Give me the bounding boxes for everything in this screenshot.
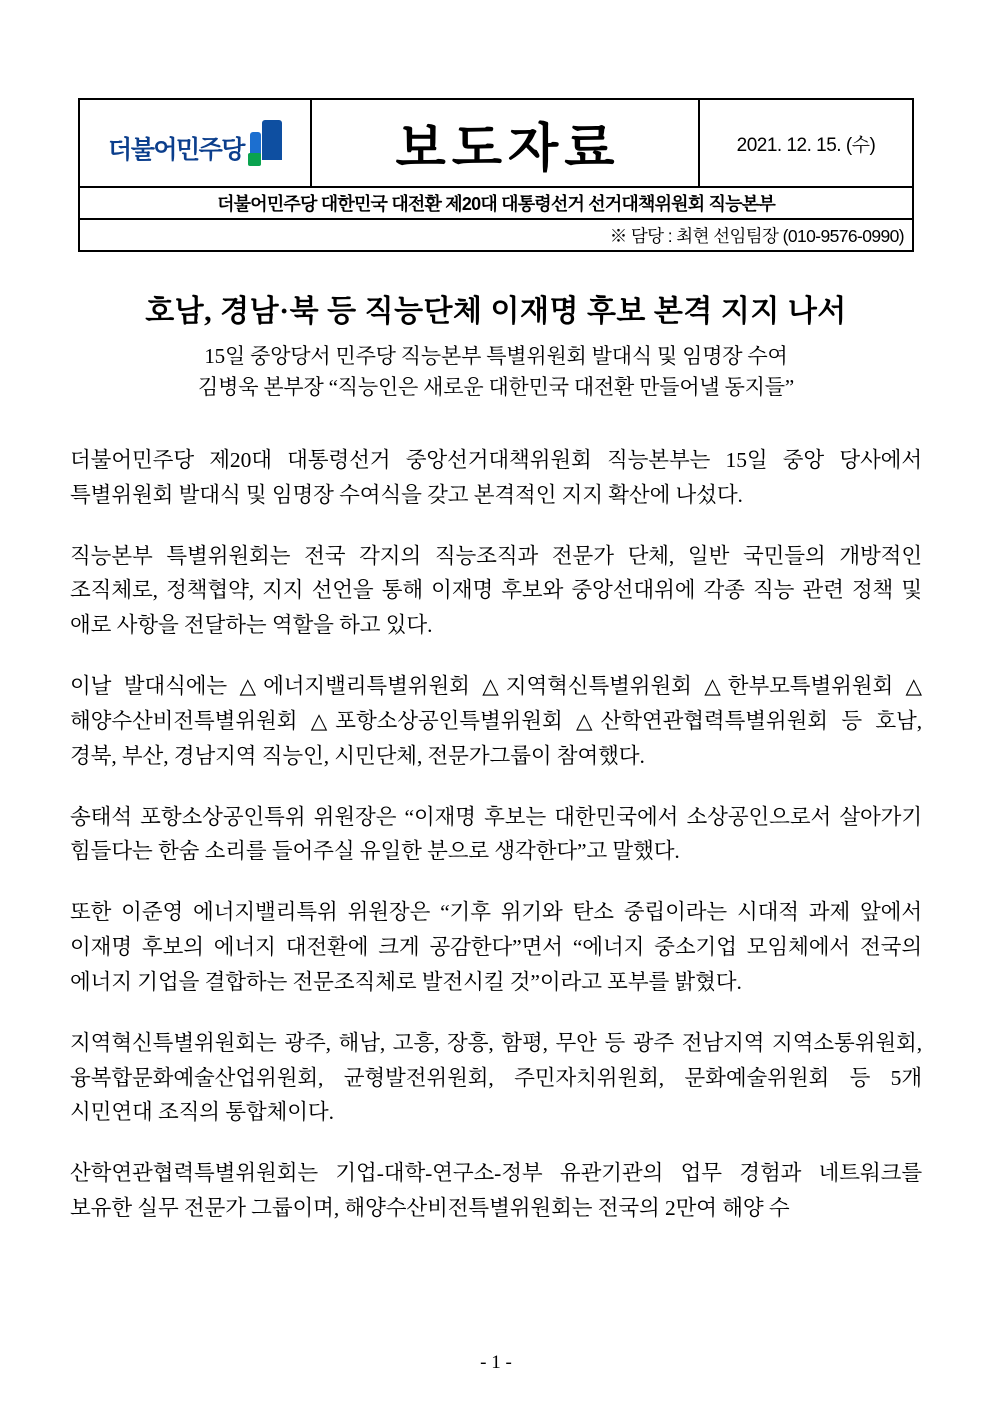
party-logo-cell: [80, 100, 312, 186]
body-paragraph-3: 이날 발대식에는 △에너지밸리특별위원회 △지역혁신특별위원회 △한부모특별위원회 △해양수산비전특별위원회 △포항소상공인특별위원회 △산학연관협력특별위원회 등 호남, 경북, 부산, 경남지역 직능인, 시민단체, 전문가그룹이 참여했다.: [70, 674, 922, 768]
subheadline-line-2: 김병욱 본부장 “직능인은 새로운 대한민국 대전환 만들어낼 동지들”: [198, 375, 794, 399]
contact-line: ※ 담당 : 최현 선임팀장 (010-9576-0990): [609, 225, 904, 246]
party-logo-mark-icon: [248, 120, 282, 166]
body-paragraph-2: 직능본부 특별위원회는 전국 각지의 직능조직과 전문가 단체, 일반 국민들의 개방적인 조직체로, 정책협약, 지지 선언을 통해 이재명 후보와 중앙선대위에 각종 직능 관련 정책 및 애로 사항을 전달하는 역할을 하고 있다.: [70, 543, 922, 638]
body-content: [70, 443, 922, 1226]
body-paragraph-7: 산학연관협력특별위원회는 기업-대학-연구소-정부 유관기관의 업무 경험과 네트워크를 보유한 실무 전문가 그룹이며, 해양수산비전특별위원회는 전국의 2만여 해양 수: [70, 1161, 922, 1221]
header-table: [78, 98, 914, 252]
headline-block: [70, 292, 922, 404]
body-paragraph-1: 더불어민주당 제20대 대통령선거 중앙선거대책위원회 직능본부는 15일 중앙 당사에서 특별위원회 발대식 및 임명장 수여식을 갖고 본격적인 지지 확산에 나섰다.: [70, 448, 922, 507]
body-paragraph-4: 송태석 포항소상공인특위 위원장은 “이재명 후보는 대한민국에서 소상공인으로서 살아가기 힘들다는 한숨 소리를 들어주실 유일한 분으로 생각한다”고 말했다.: [70, 804, 922, 864]
document-type-cell: [312, 100, 700, 186]
header-top-row: [80, 100, 912, 188]
page-title: 호남, 경남·북 등 직능단체 이재명 후보 본격 지지 나서: [145, 295, 847, 328]
subheadline-line-1: 15일 중앙당서 민주당 직능본부 특별위원회 발대식 및 임명장 수여: [204, 343, 788, 368]
organization-line: 더불어민주당 대한민국 대전환 제20대 대통령선거 선거대책위원회 직능본부: [80, 188, 912, 220]
subheadline-block: [70, 341, 922, 404]
party-logo-text: 더불어민주당: [108, 136, 244, 164]
body-paragraph-5: 또한 이준영 에너지밸리특위 위원장은 “기후 위기와 탄소 중립이라는 시대적 과제 앞에서 이재명 후보의 에너지 대전환에 크게 공감한다”면서 “에너지 중소기업 모임체에서 전국의 에너지 기업을 결합하는 전문조직체로 발전시킬 것”이라고 포부를 밝혔다.: [70, 900, 922, 994]
body-paragraph-6: 지역혁신특별위원회는 광주, 해남, 고흥, 장흥, 함평, 무안 등 광주 전남지역 지역소통위원회, 융복합문화예술산업위원회, 균형발전위원회, 주민자치위원회, 문화예술위원회 등 5개 시민연대 조직의 통합체이다.: [70, 1030, 922, 1125]
party-logo: [108, 120, 282, 166]
document-date-cell: 2021. 12. 15. (수): [736, 134, 876, 156]
page-number: - 1 -: [480, 1352, 512, 1373]
document-type-title: 보도자료: [395, 119, 621, 178]
